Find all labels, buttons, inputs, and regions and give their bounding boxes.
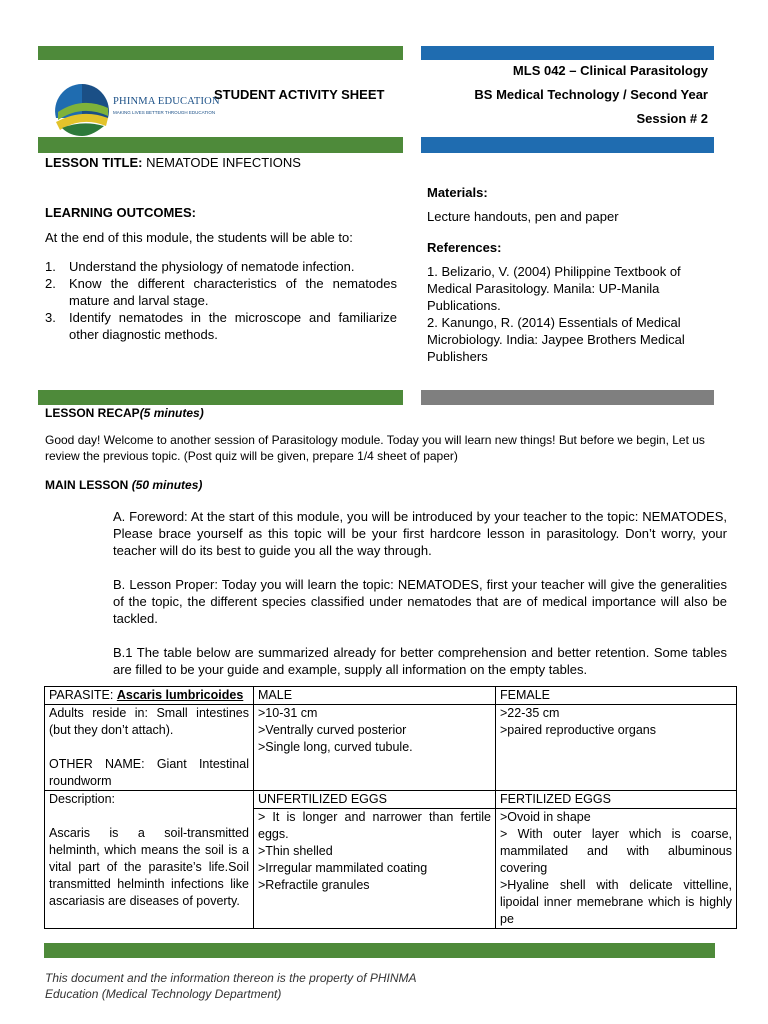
lesson-recap-heading: LESSON RECAP(5 minutes) [45, 406, 204, 420]
list-item: 2. Know the different characteristics of the nematodes mature and larval stage. [45, 276, 397, 308]
section-gray-bar [421, 390, 714, 405]
lesson-proper-paragraph: B. Lesson Proper: Today you will learn the topic: NEMATODES, first your teacher will give the generalities of the topic, the different species classified under nematodes that are of medical importance will also be tackled. [113, 577, 727, 626]
list-item: 1. Understand the physiology of nematode infection. [45, 259, 355, 274]
female-header-cell: FEMALE [496, 687, 737, 705]
session-number: Session # 2 [636, 111, 708, 126]
learning-outcomes-heading: LEARNING OUTCOMES: [45, 205, 196, 220]
top-green-bar [38, 46, 403, 60]
section-green-bar [38, 390, 403, 405]
logo-name: PHINMA EDUCATION [113, 96, 220, 107]
top-blue-bar [421, 46, 714, 60]
table-intro-paragraph: B.1 The table below are summarized already for better comprehension and better retention. Some tables are filled to be your guide and example, supply all information on the empty tables. [113, 645, 727, 677]
materials-text: Lecture handouts, pen and paper [427, 209, 619, 224]
unfertilized-cell: > It is longer and narrower than fertile eggs. >Thin shelled >Irregular mammilated coating >Refractile granules [254, 809, 496, 929]
sheet-title: STUDENT ACTIVITY SHEET [214, 87, 385, 102]
footer-text: This document and the information thereon is the property of PHINMA Education (Medical Technology Department) [45, 971, 417, 1001]
logo-tagline: MAKING LIVES BETTER THROUGH EDUCATION [113, 110, 216, 115]
main-lesson-duration: (50 minutes) [131, 478, 203, 492]
fertilized-header-cell: FERTILIZED EGGS [496, 791, 737, 809]
program-title: BS Medical Technology / Second Year [474, 87, 708, 102]
reference-item-1: 1. Belizario, V. (2004) Philippine Textbook of Medical Parasitology. Manila: UP-Manila Publications. [427, 264, 681, 313]
male-header-cell: MALE [254, 687, 496, 705]
course-title: MLS 042 – Clinical Parasitology [512, 63, 708, 78]
other-name: OTHER NAME: Giant Intestinal roundworm [49, 757, 249, 788]
header-green-bar [38, 137, 403, 153]
male-cell: >10-31 cm >Ventrally curved posterior >Single long, curved tubule. [254, 705, 496, 791]
lesson-title-label: LESSON TITLE: [45, 155, 143, 170]
list-item: 3. Identify nematodes in the microscope and familiarize other diagnostic methods. [45, 310, 397, 342]
parasite-table [44, 686, 737, 929]
reference-item-2: 2. Kanungo, R. (2014) Essentials of Medical Microbiology. India: Jaypee Brothers Medical Publishers [427, 315, 685, 364]
materials-heading: Materials: [427, 185, 488, 200]
table-row [45, 705, 737, 791]
header-blue-bar [421, 137, 714, 153]
table-row [45, 687, 737, 705]
adults-cell: Adults reside in: Small intestines (but they don’t attach). OTHER NAME: Giant Intestinal roundworm [45, 705, 254, 791]
lesson-recap-duration: (5 minutes) [139, 406, 204, 420]
unfertilized-header-cell: UNFERTILIZED EGGS [254, 791, 496, 809]
lesson-recap-text: Good day! Welcome to another session of Parasitology module. Today you will learn new things! But before we begin, Let us review the previous topic. (Post quiz will be given, prepare 1/4 sheet of paper) [45, 433, 705, 463]
learning-outcomes-list [45, 258, 397, 343]
footer-green-bar [44, 943, 715, 958]
parasite-name: Ascaris lumbricoides [116, 688, 244, 702]
parasite-header-cell: PARASITE: Ascaris lumbricoides [45, 687, 254, 705]
description-cell: Description: Ascaris is a soil-transmitted helminth, which means the soil is a vital part of the parasite’s life.Soil transmitted helminth infections like ascariasis are diseases of poverty. [45, 791, 254, 929]
table-row [45, 791, 737, 809]
references-heading: References: [427, 240, 502, 255]
lesson-title [45, 154, 301, 171]
female-cell: >22-35 cm >paired reproductive organs [496, 705, 737, 791]
main-lesson-heading: MAIN LESSON (50 minutes) [45, 478, 203, 492]
phinma-logo-icon [52, 82, 112, 138]
learning-outcomes-intro: At the end of this module, the students will be able to: [45, 230, 353, 245]
lesson-title-value: NEMATODE INFECTIONS [146, 155, 301, 170]
fertilized-cell: >Ovoid in shape > With outer layer which is coarse, mammilated and with albuminous covering >Hyaline shell with delicate vittelline, lipoidal inner memebrane which is highly pe [496, 809, 737, 929]
foreword-paragraph: A. Foreword: At the start of this module, you will be introduced by your teacher to the topic: NEMATODES, Please brace yourself as this topic will be your first hardcore lesson in parasitology. Don’t worry, your teacher will do its best to guide you all the way through. [113, 509, 727, 558]
